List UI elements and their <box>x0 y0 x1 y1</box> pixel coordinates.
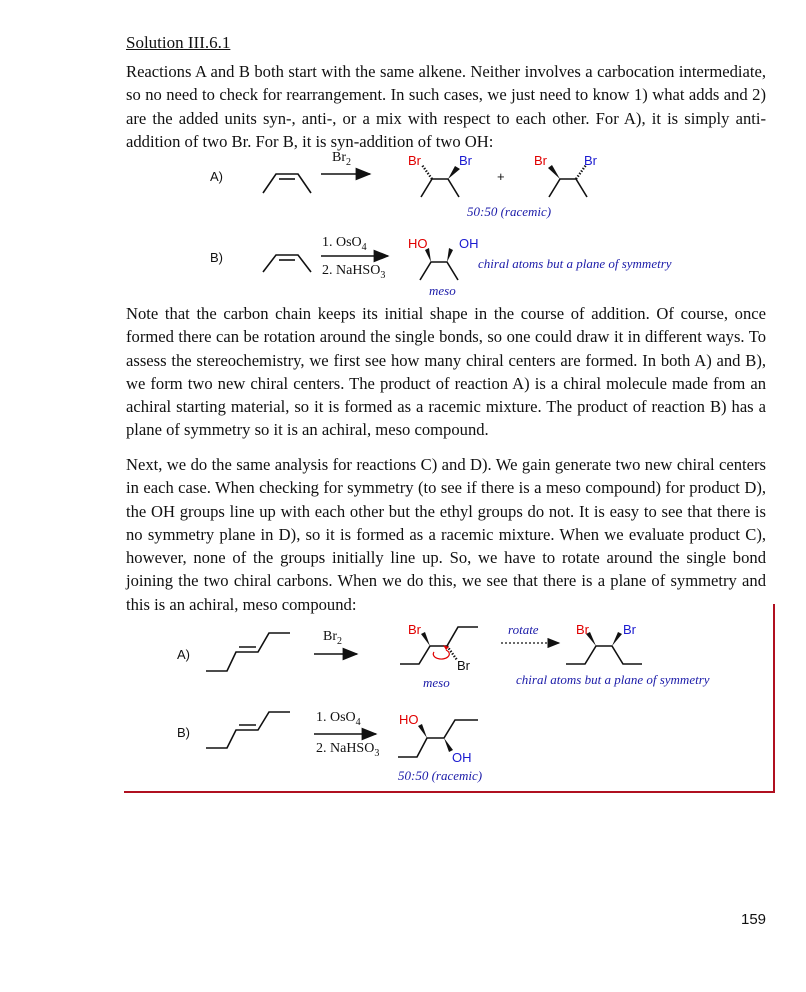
reagent-oso4: 1. OsO$_4$ <box>316 710 361 728</box>
cis-2-butene-a <box>263 174 311 193</box>
atom-br: Br <box>623 622 636 637</box>
atom-ho: HO <box>399 712 419 727</box>
reaction-c-label: A) <box>177 647 190 662</box>
paragraph-cd-analysis: Next, we do the same analysis for reactions C) and D). We gain generate two new chiral centers in each case. When checking for symmetry (to see if there is a meso compound) for product D), the OH groups line up with each other but the ethyl groups do not. It is easy to see that there is no symmetry plane in D), so it is formed as a racemic mixture. When we evaluate product C), however, none of the groups initially line up. So, we have to rotate around the single bond joining the two chiral carbons. When we do this, we see that there is a plane of symmetry and this is an achiral, meso compound: <box>126 455 766 614</box>
dibromide-enantiomer-1 <box>408 153 473 197</box>
reagent-nahso3: 2. NaHSO$_3$ <box>322 263 386 281</box>
atom-br: Br <box>408 153 421 168</box>
meso-label: meso <box>423 675 450 690</box>
chiral-plane-note: chiral atoms but a plane of symmetry <box>516 672 710 687</box>
atom-oh: OH <box>452 750 472 765</box>
dibromide-enantiomer-2 <box>534 153 598 197</box>
racemic-hexanediol <box>398 712 478 765</box>
racemic-label: 50:50 (racemic) <box>398 768 483 783</box>
paragraph-stereochemistry: Note that the carbon chain keeps its initial shape in the course of addition. Of course, once formed there can be rotation around the single bonds, so one could draw it in different ways. To assess the stereochemistry, we first see how many chiral centers are formed. In both A) and B), we form two new chiral centers. The product of reaction A) is a chiral molecule made from an achiral starting material, so it is formed as a racemic mixture. The product of reaction B) has a plane of symmetry so it is an achiral, meso compound. <box>126 304 766 440</box>
atom-br: Br <box>459 153 472 168</box>
solution-frame <box>124 604 774 792</box>
dibromohexane-after-rotation <box>566 622 642 664</box>
meso-diol <box>408 236 479 280</box>
racemic-label: 50:50 (racemic) <box>467 204 552 219</box>
atom-br: Br <box>534 153 547 168</box>
paragraph-intro: Reactions A and B both start with the same alkene. Neither involves a carbocation intermediate, so no need to check for rearrangement. In such cases, we just need to know 1) what adds and 2) are the added units syn-, anti-, or a mix with respect to each other. For A), it is simply anti-addition of two Br. For B, it is syn-addition of two OH: <box>126 62 766 151</box>
atom-oh: OH <box>459 236 479 251</box>
atom-br: Br <box>457 658 470 673</box>
reagent-br2: $Br_2$ <box>323 629 342 647</box>
reagent-br2: $Br_2$ <box>332 150 351 168</box>
page-number: 159 <box>741 911 767 928</box>
cis-2-butene-b <box>263 255 311 272</box>
reaction-d-label: B) <box>177 725 190 740</box>
plus-sign: + <box>497 169 505 184</box>
reaction-b-label: B) <box>210 250 223 265</box>
atom-br: Br <box>408 622 421 637</box>
dibromohexane-before-rotation <box>400 622 478 673</box>
trans-3-hexene-a <box>206 633 290 671</box>
meso-label: meso <box>429 283 456 298</box>
scheme-1 <box>210 150 672 298</box>
rotate-label: rotate <box>508 622 539 637</box>
atom-br: Br <box>576 622 589 637</box>
atom-br: Br <box>584 153 597 168</box>
chiral-plane-note: chiral atoms but a plane of symmetry <box>478 256 672 271</box>
reagent-oso4: 1. OsO$_4$ <box>322 235 367 253</box>
trans-3-hexene-b <box>206 712 290 748</box>
reagent-nahso3: 2. NaHSO$_3$ <box>316 741 380 759</box>
solution-title: Solution III.6.1 <box>126 33 231 52</box>
atom-ho: HO <box>408 236 428 251</box>
reaction-a-label: A) <box>210 169 223 184</box>
scheme-2 <box>124 604 774 792</box>
